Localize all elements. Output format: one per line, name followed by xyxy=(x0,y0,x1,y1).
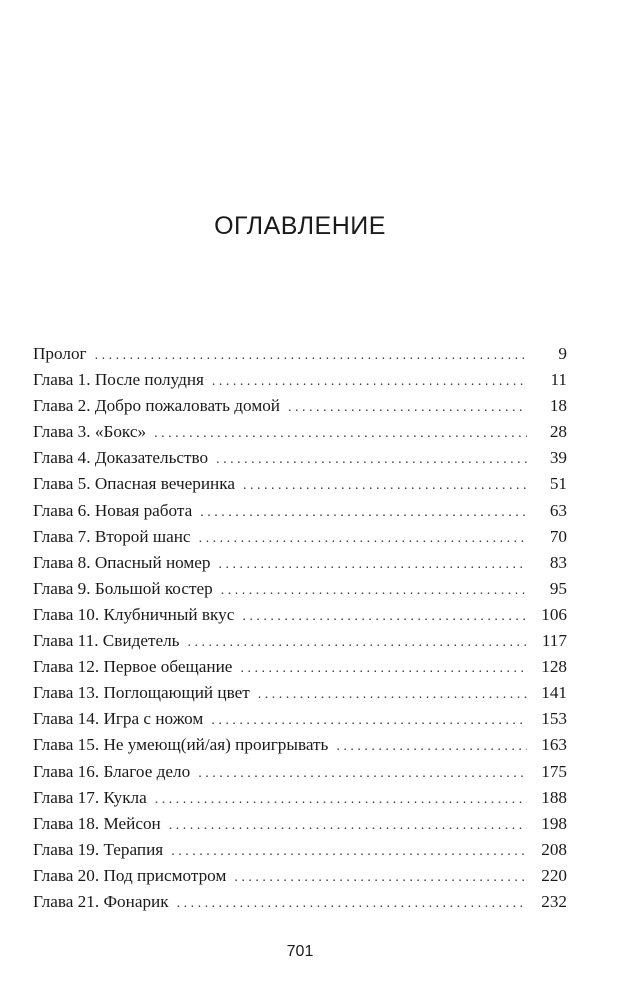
toc-entry-title: Глава 10. Клубничный вкус xyxy=(33,604,235,624)
toc-entry xyxy=(33,393,567,419)
toc-entry xyxy=(33,889,567,915)
toc-dot-leader xyxy=(154,421,527,447)
toc-entry xyxy=(33,471,567,497)
toc-entry-page: 18 xyxy=(549,396,567,416)
toc-entry xyxy=(33,341,567,367)
toc-entry xyxy=(33,419,567,445)
toc-entry xyxy=(33,367,567,393)
toc-entry-title: Глава 7. Второй шанс xyxy=(33,526,191,546)
toc-entry-page: 117 xyxy=(541,631,567,651)
toc-entry-title: Глава 9. Большой костер xyxy=(33,578,213,598)
toc-dot-leader xyxy=(198,761,527,787)
toc-dot-leader xyxy=(258,682,527,708)
toc-dot-leader xyxy=(243,473,527,499)
toc-entry-title: Глава 2. Добро пожаловать домой xyxy=(33,396,280,416)
toc-entry-title: Глава 21. Фонарик xyxy=(33,891,169,911)
toc-entry-title: Глава 4. Доказательство xyxy=(33,448,209,468)
page-title: ОГЛАВЛЕНИЕ xyxy=(214,212,386,240)
toc-entry-page: 95 xyxy=(549,578,567,598)
toc-entry xyxy=(33,576,567,602)
toc-entry xyxy=(33,680,567,706)
toc-entry-title: Глава 1. После полудня xyxy=(33,370,204,390)
toc-entry xyxy=(33,759,567,785)
toc-entry-page: 83 xyxy=(549,552,567,572)
toc-dot-leader xyxy=(177,891,527,917)
toc-dot-leader xyxy=(155,787,527,813)
toc-entry-page: 220 xyxy=(541,865,567,885)
toc-entry xyxy=(33,785,567,811)
toc-entry xyxy=(33,837,567,863)
toc-dot-leader xyxy=(95,343,527,369)
page-number: 701 xyxy=(286,943,314,960)
toc-dot-leader xyxy=(234,865,527,891)
toc-entry-page: 128 xyxy=(541,657,567,677)
toc-entry xyxy=(33,654,567,680)
toc-entry xyxy=(33,524,567,550)
table-of-contents xyxy=(33,341,567,915)
toc-dot-leader xyxy=(211,708,527,734)
toc-entry xyxy=(33,445,567,471)
toc-entry-page: 232 xyxy=(541,891,567,911)
toc-entry xyxy=(33,550,567,576)
toc-entry-title: Глава 17. Кукла xyxy=(33,787,147,807)
toc-entry-title: Глава 5. Опасная вечеринка xyxy=(33,474,235,494)
toc-dot-leader xyxy=(171,839,527,865)
toc-entry-title: Глава 14. Игра с ножом xyxy=(33,709,204,729)
toc-entry-page: 9 xyxy=(558,344,567,363)
toc-entry-page: 153 xyxy=(541,709,567,729)
toc-entry-page: 163 xyxy=(541,735,567,755)
toc-entry-page: 208 xyxy=(541,839,567,859)
toc-entry-page: 198 xyxy=(541,813,567,833)
toc-entry xyxy=(33,602,567,628)
toc-entry-title: Глава 12. Первое обещание xyxy=(33,657,233,677)
toc-entry-page: 70 xyxy=(549,526,567,546)
toc-entry-title: Глава 16. Благое дело xyxy=(33,761,191,781)
toc-dot-leader xyxy=(336,734,527,760)
toc-entry xyxy=(33,498,567,524)
toc-entry-page: 106 xyxy=(541,604,567,624)
toc-entry-page: 39 xyxy=(549,448,567,468)
toc-entry-title: Глава 8. Опасный номер xyxy=(33,552,211,572)
toc-entry xyxy=(33,732,567,758)
toc-dot-leader xyxy=(216,447,527,473)
toc-entry-title: Глава 18. Мейсон xyxy=(33,813,161,833)
toc-entry-page: 28 xyxy=(549,422,567,442)
toc-entry-title: Глава 6. Новая работа xyxy=(33,500,193,520)
toc-entry-page: 141 xyxy=(541,683,567,703)
toc-dot-leader xyxy=(199,526,527,552)
toc-entry-page: 188 xyxy=(541,787,567,807)
toc-entry xyxy=(33,811,567,837)
toc-dot-leader xyxy=(169,813,527,839)
toc-entry-title: Глава 11. Свидетель xyxy=(33,631,180,651)
toc-entry-page: 175 xyxy=(541,761,567,781)
toc-entry-title: Глава 15. Не умеющ(ий/ая) проигрывать xyxy=(33,735,329,755)
toc-dot-leader xyxy=(212,369,527,395)
toc-entry xyxy=(33,628,567,654)
toc-dot-leader xyxy=(288,395,527,421)
toc-dot-leader xyxy=(242,604,527,630)
toc-entry-title: Глава 3. «Бокс» xyxy=(33,422,147,442)
toc-entry-page: 51 xyxy=(549,474,567,494)
toc-dot-leader xyxy=(200,500,527,526)
toc-entry-title: Пролог xyxy=(33,344,87,363)
toc-dot-leader xyxy=(221,578,527,604)
toc-entry-title: Глава 19. Терапия xyxy=(33,839,164,859)
toc-entry-title: Глава 20. Под присмотром xyxy=(33,865,227,885)
toc-dot-leader xyxy=(240,656,527,682)
toc-entry xyxy=(33,706,567,732)
toc-dot-leader xyxy=(219,552,527,578)
toc-dot-leader xyxy=(188,630,527,656)
toc-entry-title: Глава 13. Поглощающий цвет xyxy=(33,683,250,703)
toc-entry xyxy=(33,863,567,889)
toc-entry-page: 11 xyxy=(550,370,567,390)
toc-entry-page: 63 xyxy=(549,500,567,520)
